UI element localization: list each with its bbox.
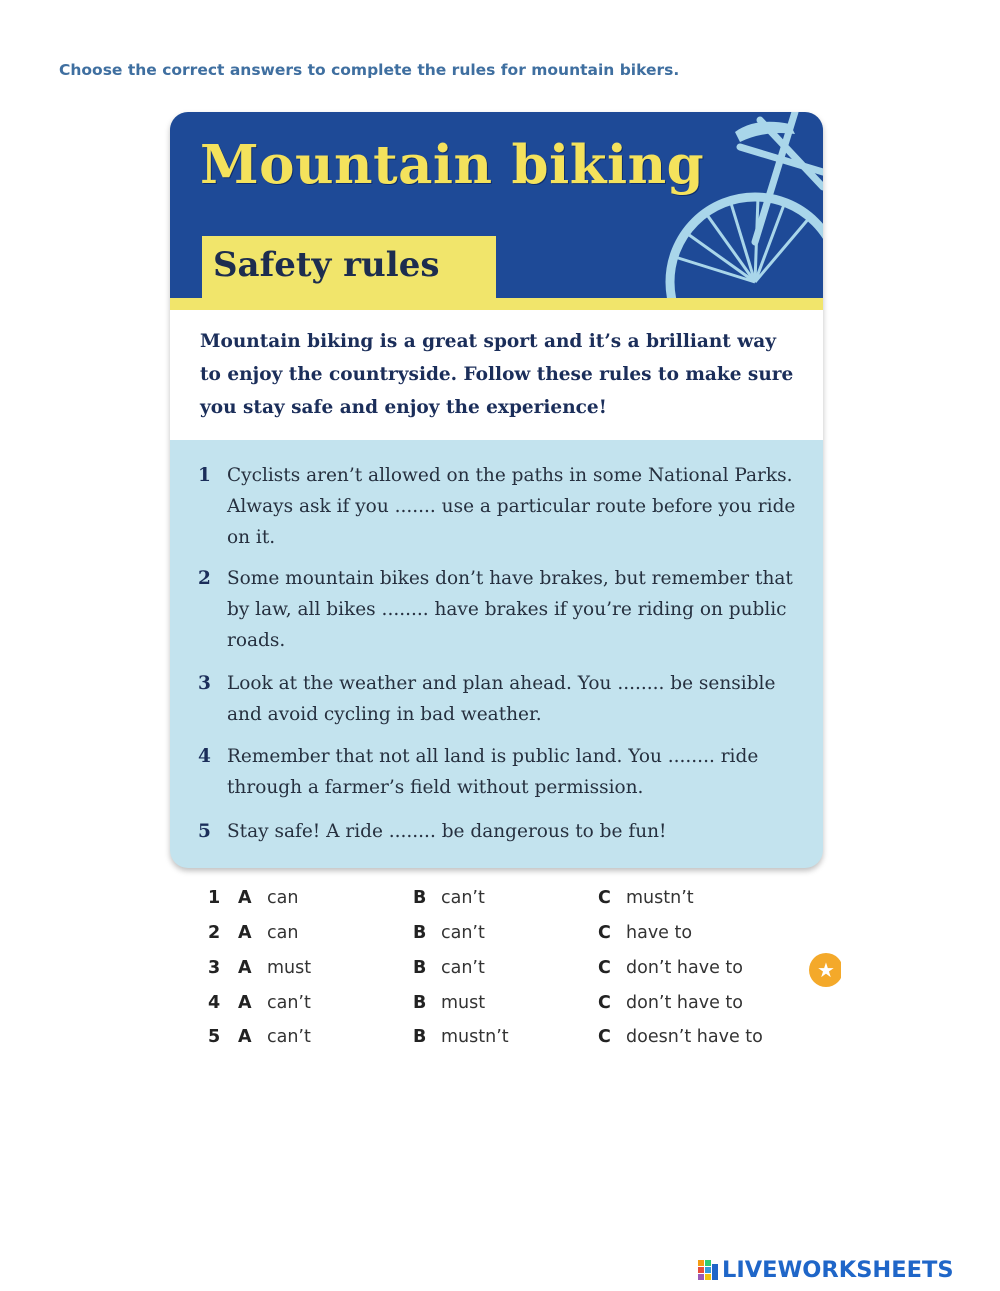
rule-text: Some mountain bikes don’t have brakes, but remember that by law, all bikes ........ have brakes if you’re riding on public roads.	[227, 568, 793, 651]
rule-number: 5	[198, 821, 211, 842]
option-letter-c: C	[598, 888, 611, 908]
answer-row	[205, 993, 805, 1023]
subtitle-box	[202, 236, 496, 298]
question-number: 1	[208, 888, 221, 908]
logo-blocks-icon	[698, 1260, 720, 1282]
intro-text: Mountain biking is a great sport and it’s a brilliant way to enjoy the countryside. Follow these rules to make sure you stay safe and enjoy the experience!	[200, 331, 794, 418]
instruction-text: Choose the correct answers to complete the rules for mountain bikers.	[59, 61, 680, 79]
rule-text: Cyclists aren’t allowed on the paths in some National Parks. Always ask if you ....... use a particular route before you ride on it.	[227, 465, 796, 548]
answer-row	[205, 958, 805, 988]
star-icon[interactable]: ★	[809, 953, 843, 987]
logo-text: LIVEWORKSHEETS	[722, 1257, 954, 1283]
option-a[interactable]: can’t	[267, 1027, 311, 1047]
option-b[interactable]: must	[441, 993, 486, 1013]
option-b[interactable]: can’t	[441, 958, 485, 978]
option-b[interactable]: mustn’t	[441, 1027, 509, 1047]
rules-list	[170, 440, 823, 868]
option-letter-b: B	[413, 958, 427, 978]
option-c[interactable]: have to	[626, 923, 693, 943]
question-number: 5	[208, 1027, 221, 1047]
option-letter-b: B	[413, 1027, 427, 1047]
option-letter-c: C	[598, 993, 611, 1013]
option-letter-a: A	[238, 993, 252, 1013]
question-number: 3	[208, 958, 221, 978]
option-a[interactable]: must	[267, 958, 312, 978]
option-c[interactable]: don’t have to	[626, 993, 743, 1013]
liveworksheets-logo	[698, 1257, 993, 1287]
option-letter-b: B	[413, 923, 427, 943]
question-number: 2	[208, 923, 221, 943]
rule-number: 2	[198, 568, 211, 589]
option-letter-a: A	[238, 1027, 252, 1047]
rule-number: 4	[198, 746, 211, 767]
option-a[interactable]: can’t	[267, 993, 311, 1013]
answer-row	[205, 923, 805, 953]
card-subtitle: Safety rules	[213, 245, 440, 285]
option-letter-a: A	[238, 923, 252, 943]
option-c[interactable]: mustn’t	[626, 888, 694, 908]
card-header	[170, 112, 823, 298]
header-stripe	[170, 298, 823, 310]
option-letter-c: C	[598, 958, 611, 978]
safety-rules-card	[170, 112, 823, 868]
option-b[interactable]: can’t	[441, 923, 485, 943]
card-title: Mountain biking	[200, 134, 705, 196]
option-letter-c: C	[598, 1027, 611, 1047]
intro-panel	[170, 310, 823, 440]
rule-number: 3	[198, 673, 211, 694]
badge-clip	[841, 945, 861, 995]
rule-number: 1	[198, 465, 211, 486]
option-a[interactable]: can	[267, 888, 299, 908]
answer-row	[205, 1027, 805, 1057]
option-a[interactable]: can	[267, 923, 299, 943]
rule-text: Remember that not all land is public land. You ........ ride through a farmer’s field without permission.	[227, 746, 759, 798]
option-c[interactable]: don’t have to	[626, 958, 743, 978]
option-letter-c: C	[598, 923, 611, 943]
option-c[interactable]: doesn’t have to	[626, 1027, 763, 1047]
option-letter-a: A	[238, 888, 252, 908]
rule-text: Stay safe! A ride ........ be dangerous to be fun!	[227, 821, 667, 842]
option-letter-b: B	[413, 993, 427, 1013]
option-b[interactable]: can’t	[441, 888, 485, 908]
question-number: 4	[208, 993, 221, 1013]
answer-row	[205, 888, 805, 918]
option-letter-a: A	[238, 958, 252, 978]
rule-text: Look at the weather and plan ahead. You ........ be sensible and avoid cycling in bad weather.	[227, 673, 776, 725]
option-letter-b: B	[413, 888, 427, 908]
